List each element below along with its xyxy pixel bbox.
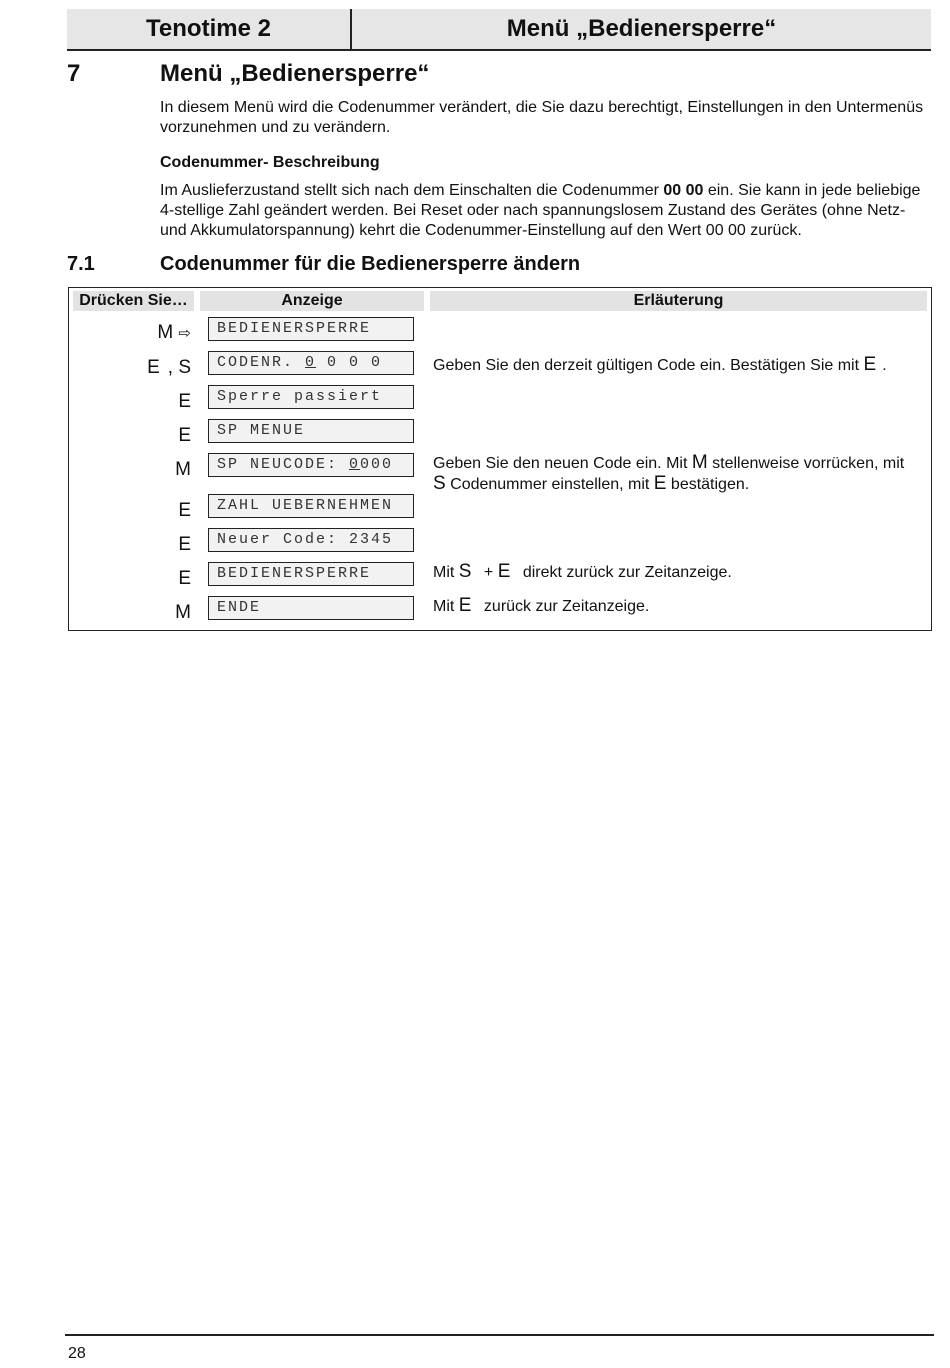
note-text: Geben Sie den neuen Code ein. Mit bbox=[433, 455, 692, 472]
table-row-key: M bbox=[175, 602, 191, 623]
lcd-display: Sperre passiert bbox=[208, 385, 414, 409]
note-text: + bbox=[479, 564, 498, 581]
table-row-key: M bbox=[175, 459, 191, 480]
row-explanation bbox=[433, 355, 928, 376]
header-menu-title: Menü „Bedienersperre“ bbox=[506, 15, 777, 42]
column-header-display: Anzeige bbox=[200, 291, 424, 311]
procedure-table bbox=[68, 287, 932, 631]
row-explanation bbox=[433, 453, 928, 495]
lcd-cursor-digit: 0 bbox=[349, 456, 361, 473]
lcd-display: Neuer Code: 2345 bbox=[208, 528, 414, 552]
lcd-display: SP MENUE bbox=[208, 419, 414, 443]
table-row-key: E bbox=[178, 425, 191, 446]
key-label-2: , S bbox=[167, 357, 191, 378]
column-header-press: Drücken Sie… bbox=[73, 291, 194, 311]
table-row-key: E bbox=[178, 534, 191, 555]
note-text: . bbox=[882, 357, 887, 374]
table-row-key bbox=[73, 322, 191, 344]
arrow-right-icon: ⇨ bbox=[178, 325, 191, 342]
lcd-display: BEDIENERSPERRE bbox=[208, 562, 414, 586]
footer-divider bbox=[65, 1334, 934, 1336]
row-explanation bbox=[433, 562, 928, 583]
table-row-key: E bbox=[178, 391, 191, 412]
row-explanation bbox=[433, 596, 928, 617]
note-text: stellenweise vorrücken, mit bbox=[707, 455, 905, 472]
key-label: S bbox=[458, 561, 472, 582]
table-row-key bbox=[73, 357, 191, 379]
page-header bbox=[67, 9, 931, 51]
note-text: Mit bbox=[433, 598, 459, 615]
key-label: S bbox=[433, 473, 446, 494]
lcd-text: SP NEUCODE: bbox=[217, 456, 350, 473]
default-code: 00 00 bbox=[663, 182, 704, 199]
note-text: Geben Sie den derzeit gültigen Code ein. Bestätigen Sie mit bbox=[433, 357, 864, 374]
description-text-2: ein. Sie kann in jede beliebige 4-stellige Zahl geändert werden. Bei Reset oder nach spannungslosem Zustand des Gerätes (ohne Netz- und Akkumulatorspannung) kehrt die Codenummer-Einstellung auf den Wert 00 00 zurück. bbox=[160, 182, 921, 239]
key-label: E bbox=[497, 561, 511, 582]
table-row-key: E bbox=[178, 568, 191, 589]
subsection-title: Codenummer für die Bedienersperre ändern bbox=[160, 253, 581, 275]
subsection-number: 7.1 bbox=[67, 253, 95, 275]
header-product: Tenotime 2 bbox=[67, 9, 352, 49]
lcd-display: BEDIENERSPERRE bbox=[208, 317, 414, 341]
note-text: zurück zur Zeitanzeige. bbox=[479, 598, 650, 615]
lcd-text: 000 bbox=[360, 456, 394, 473]
lcd-display: ENDE bbox=[208, 596, 414, 620]
section-number: 7 bbox=[67, 60, 81, 87]
column-header-explanation: Erläuterung bbox=[430, 291, 927, 311]
note-text: Mit bbox=[433, 564, 459, 581]
key-label: M bbox=[691, 452, 708, 473]
lcd-text: 0 0 0 bbox=[316, 354, 383, 371]
lcd-display bbox=[208, 351, 414, 375]
key-label: E bbox=[653, 473, 667, 494]
lcd-display bbox=[208, 453, 414, 477]
note-text: bestätigen. bbox=[666, 476, 750, 493]
lcd-cursor-digit: 0 bbox=[305, 354, 317, 371]
table-row-key: E bbox=[178, 500, 191, 521]
intro-paragraph: In diesem Menü wird die Codenummer verändert, die Sie dazu berechtigt, Einstellungen in den Untermenüs vorzunehmen und zu verändern. bbox=[160, 99, 924, 136]
key-label: E bbox=[863, 354, 877, 375]
note-text: Codenummer einstellen, mit bbox=[445, 476, 654, 493]
key-label: E bbox=[458, 595, 472, 616]
subheading: Codenummer- Beschreibung bbox=[160, 154, 380, 171]
lcd-text: CODENR. bbox=[217, 354, 306, 371]
page-number: 28 bbox=[68, 1345, 86, 1362]
key-label: E bbox=[147, 357, 160, 378]
lcd-display: ZAHL UEBERNEHMEN bbox=[208, 494, 414, 518]
description-text-1: Im Auslieferzustand stellt sich nach dem Einschalten die Codenummer bbox=[160, 182, 664, 199]
key-label: M bbox=[157, 322, 174, 343]
section-title: Menü „Bedienersperre“ bbox=[160, 60, 430, 87]
description-paragraph bbox=[160, 181, 930, 241]
note-text: direkt zurück zur Zeitanzeige. bbox=[518, 564, 732, 581]
